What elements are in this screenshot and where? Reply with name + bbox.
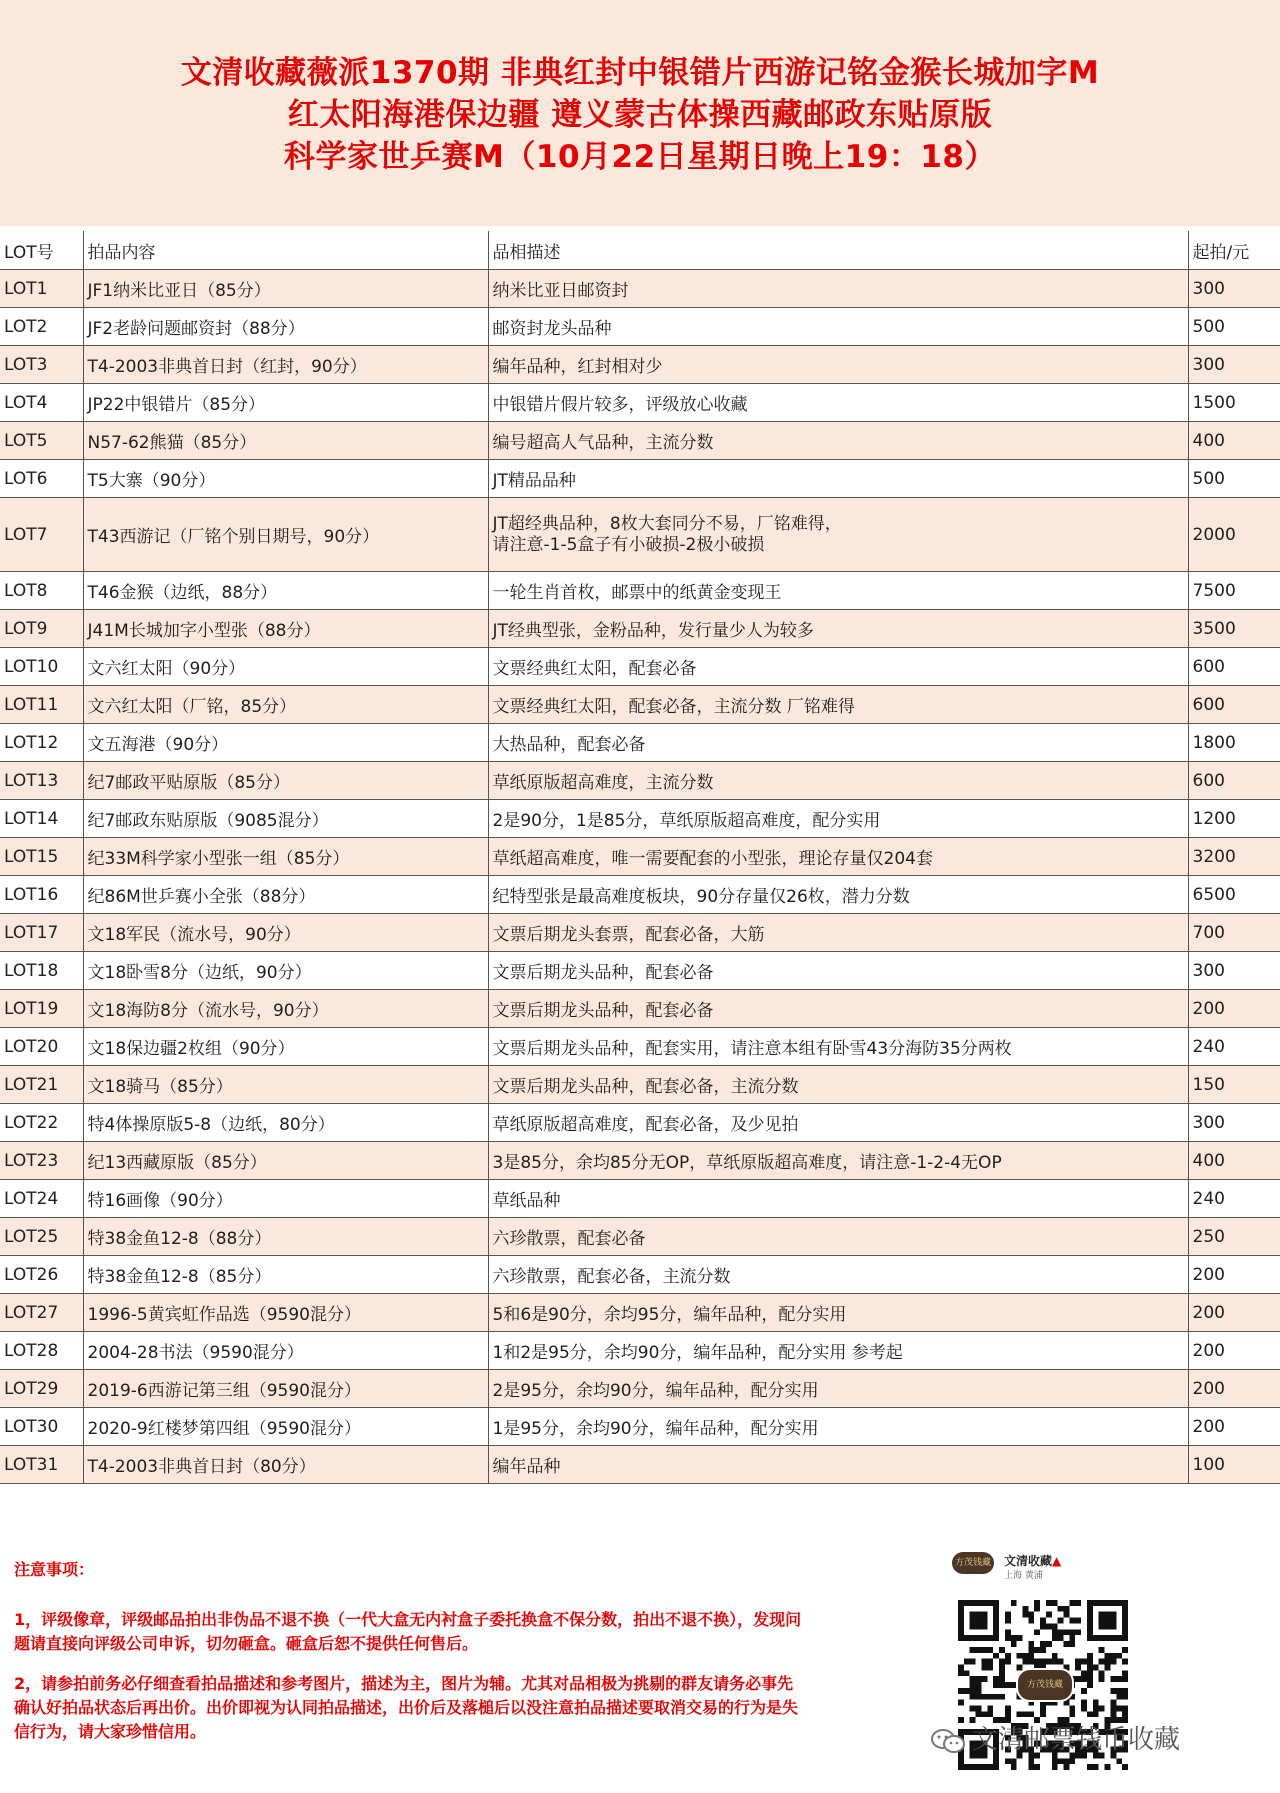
- notes-section: [14, 1558, 804, 1760]
- start-price-cell: 300: [1188, 270, 1280, 308]
- start-price-cell: 3200: [1188, 838, 1280, 876]
- notes-title: 注意事项：: [14, 1560, 95, 1579]
- lot-cell: LOT12: [0, 724, 83, 762]
- lot-cell: LOT30: [0, 1408, 83, 1446]
- table-row: [0, 1294, 1280, 1332]
- start-price-cell: 700: [1188, 914, 1280, 952]
- description-cell: 编号超高人气品种，主流分数: [488, 422, 1188, 460]
- page-header: [0, 0, 1280, 226]
- start-price-cell: 200: [1188, 1256, 1280, 1294]
- header-start-price: 起拍/元: [1188, 231, 1280, 270]
- description-cell: 文票经典红太阳，配套必备: [488, 648, 1188, 686]
- start-price-cell: 3500: [1188, 610, 1280, 648]
- start-price-cell: 1800: [1188, 724, 1280, 762]
- start-price-cell: 200: [1188, 990, 1280, 1028]
- item-cell: 特4体操原版5-8（边纸，80分）: [83, 1104, 488, 1142]
- description-line: JT超经典品种，8枚大套同分不易，厂铭难得，: [492, 513, 842, 534]
- header-item: 拍品内容: [83, 231, 488, 270]
- table-row: [0, 384, 1280, 422]
- table-row: [0, 1066, 1280, 1104]
- note-1: 1，评级像章，评级邮品拍出非伪品不退不换（一代大盒无内衬盒子委托换盒不保分数，拍出不退不换），发现问题请直接向评级公司申诉，切勿砸盒。砸盒后恕不提供任何售后。: [14, 1610, 802, 1653]
- description-cell: 5和6是90分，余均95分，编年品种，配分实用: [488, 1294, 1188, 1332]
- lot-cell: LOT17: [0, 914, 83, 952]
- table-row: [0, 1256, 1280, 1294]
- start-price-cell: 250: [1188, 1218, 1280, 1256]
- account-watermark: [930, 1720, 1270, 1760]
- item-cell: 文五海港（90分）: [83, 724, 488, 762]
- item-cell: 2020-9红楼梦第四组（9590混分）: [83, 1408, 488, 1446]
- item-cell: 文六红太阳（厂铭，85分）: [83, 686, 488, 724]
- description-cell: JT经典型张，金粉品种，发行量少人为较多: [488, 610, 1188, 648]
- table-row: [0, 1370, 1280, 1408]
- start-price-cell: 100: [1188, 1446, 1280, 1484]
- item-cell: 特16画像（90分）: [83, 1180, 488, 1218]
- table-row: [0, 1446, 1280, 1484]
- start-price-cell: 150: [1188, 1066, 1280, 1104]
- description-line: 请注意-1-5盒子有小破损-2极小破损: [492, 534, 765, 555]
- lot-cell: LOT10: [0, 648, 83, 686]
- description-cell: 文票后期龙头品种，配套必备: [488, 952, 1188, 990]
- description-cell: 2是95分，余均90分，编年品种，配分实用: [488, 1370, 1188, 1408]
- lot-cell: LOT28: [0, 1332, 83, 1370]
- lot-cell: LOT14: [0, 800, 83, 838]
- lot-cell: LOT27: [0, 1294, 83, 1332]
- brand-name: 文清收藏▲: [1004, 1554, 1062, 1568]
- start-price-cell: 300: [1188, 1104, 1280, 1142]
- lot-cell: LOT18: [0, 952, 83, 990]
- start-price-cell: 2000: [1188, 498, 1280, 572]
- description-cell: 六珍散票，配套必备，主流分数: [488, 1256, 1188, 1294]
- item-cell: 文18保边疆2枚组（90分）: [83, 1028, 488, 1066]
- lot-cell: LOT9: [0, 610, 83, 648]
- lot-cell: LOT15: [0, 838, 83, 876]
- start-price-cell: 240: [1188, 1180, 1280, 1218]
- item-cell: 特38金鱼12-8（88分）: [83, 1218, 488, 1256]
- lot-cell: LOT21: [0, 1066, 83, 1104]
- note-2: 2，请参拍前务必仔细查看拍品描述和参考图片，描述为主，图片为辅。尤其对品相极为挑剔的群友请务必事先确认好拍品状态后再出价。出价即视为认同拍品描述，出价后及落槌后以没注意拍品描述要取消交易的行为是失信行为，请大家珍惜信用。: [14, 1674, 799, 1741]
- brand-location: 上海 黄浦: [1004, 1571, 1043, 1581]
- table-row: [0, 422, 1280, 460]
- lot-cell: LOT24: [0, 1180, 83, 1218]
- item-cell: 文18军民（流水号，90分）: [83, 914, 488, 952]
- lot-cell: LOT20: [0, 1028, 83, 1066]
- item-cell: 2019-6西游记第三组（9590混分）: [83, 1370, 488, 1408]
- description-cell: 文票后期龙头品种，配套必备: [488, 990, 1188, 1028]
- watermark-text: 文清邮票钱币收藏: [972, 1725, 1181, 1755]
- lot-cell: LOT3: [0, 346, 83, 384]
- item-cell: T4-2003非典首日封（红封，90分）: [83, 346, 488, 384]
- item-cell: JF1纳米比亚日（85分）: [83, 270, 488, 308]
- description-cell: 草纸原版超高难度，主流分数: [488, 762, 1188, 800]
- description-cell: 一轮生肖首枚，邮票中的纸黄金变现王: [488, 572, 1188, 610]
- description-cell: 编年品种: [488, 1446, 1188, 1484]
- start-price-cell: 6500: [1188, 876, 1280, 914]
- description-cell: 草纸品种: [488, 1180, 1188, 1218]
- item-cell: T5大寨（90分）: [83, 460, 488, 498]
- lot-cell: LOT26: [0, 1256, 83, 1294]
- description-cell: 1是95分，余均90分，编年品种，配分实用: [488, 1408, 1188, 1446]
- start-price-cell: 200: [1188, 1370, 1280, 1408]
- lot-cell: LOT2: [0, 308, 83, 346]
- start-price-cell: 500: [1188, 308, 1280, 346]
- start-price-cell: 300: [1188, 952, 1280, 990]
- lot-cell: LOT16: [0, 876, 83, 914]
- lot-table: [0, 231, 1280, 1484]
- item-cell: J41M长城加字小型张（88分）: [83, 610, 488, 648]
- table-row: [0, 914, 1280, 952]
- start-price-cell: 500: [1188, 460, 1280, 498]
- description-cell: 草纸超高难度，唯一需要配套的小型张，理论存量仅204套: [488, 838, 1188, 876]
- start-price-cell: 200: [1188, 1332, 1280, 1370]
- wechat-icon: [930, 1728, 966, 1754]
- item-cell: 纪33M科学家小型张一组（85分）: [83, 838, 488, 876]
- item-cell: 1996-5黄宾虹作品选（9590混分）: [83, 1294, 488, 1332]
- description-cell: 六珍散票，配套必备: [488, 1218, 1188, 1256]
- lot-cell: LOT8: [0, 572, 83, 610]
- item-cell: 纪13西藏原版（85分）: [83, 1142, 488, 1180]
- lot-cell: LOT13: [0, 762, 83, 800]
- table-row: [0, 1104, 1280, 1142]
- table-row: [0, 308, 1280, 346]
- description-cell: 文票后期龙头品种，配套必备，主流分数: [488, 1066, 1188, 1104]
- description-cell: [488, 498, 1188, 572]
- lot-cell: LOT5: [0, 422, 83, 460]
- item-cell: JF2老龄问题邮资封（88分）: [83, 308, 488, 346]
- lot-cell: LOT19: [0, 990, 83, 1028]
- item-cell: 文18卧雪8分（边纸，90分）: [83, 952, 488, 990]
- lot-cell: LOT11: [0, 686, 83, 724]
- lot-cell: LOT6: [0, 460, 83, 498]
- start-price-cell: 200: [1188, 1408, 1280, 1446]
- item-cell: JP22中银错片（85分）: [83, 384, 488, 422]
- table-row: [0, 460, 1280, 498]
- table-row: [0, 270, 1280, 308]
- table-row: [0, 724, 1280, 762]
- item-cell: 文18海防8分（流水号，90分）: [83, 990, 488, 1028]
- lot-cell: LOT4: [0, 384, 83, 422]
- description-cell: 中银错片假片较多，评级放心收藏: [488, 384, 1188, 422]
- item-cell: 纪86M世乒赛小全张（88分）: [83, 876, 488, 914]
- table-row: [0, 800, 1280, 838]
- description-cell: 邮资封龙头品种: [488, 308, 1188, 346]
- start-price-cell: 400: [1188, 1142, 1280, 1180]
- table-row: [0, 762, 1280, 800]
- item-cell: 纪7邮政平贴原版（85分）: [83, 762, 488, 800]
- start-price-cell: 600: [1188, 686, 1280, 724]
- qr-center-logo: 方茂钱藏: [1016, 1668, 1074, 1702]
- lot-cell: LOT7: [0, 498, 83, 572]
- title-line-3: 科学家世乒赛M（10月22日星期日晚上19：18）: [284, 139, 996, 175]
- description-cell: 编年品种，红封相对少: [488, 346, 1188, 384]
- table-row: [0, 952, 1280, 990]
- item-cell: T43西游记（厂铭个别日期号，90分）: [83, 498, 488, 572]
- description-cell: 文票后期龙头套票，配套必备，大筋: [488, 914, 1188, 952]
- table-row: [0, 572, 1280, 610]
- start-price-cell: 300: [1188, 346, 1280, 384]
- lot-cell: LOT25: [0, 1218, 83, 1256]
- table-row: [0, 1028, 1280, 1066]
- lot-cell: LOT22: [0, 1104, 83, 1142]
- description-cell: 纪特型张是最高难度板块，90分存量仅26枚，潜力分数: [488, 876, 1188, 914]
- brand-logo: 方茂钱藏: [952, 1552, 994, 1574]
- description-cell: 1和2是95分，余均90分，编年品种，配分实用 参考起: [488, 1332, 1188, 1370]
- description-cell: 大热品种，配套必备: [488, 724, 1188, 762]
- item-cell: 文六红太阳（90分）: [83, 648, 488, 686]
- item-cell: N57-62熊猫（85分）: [83, 422, 488, 460]
- table-row: [0, 686, 1280, 724]
- table-row: [0, 610, 1280, 648]
- item-cell: 特38金鱼12-8（85分）: [83, 1256, 488, 1294]
- start-price-cell: 600: [1188, 762, 1280, 800]
- description-cell: 文票经典红太阳，配套必备，主流分数 厂铭难得: [488, 686, 1188, 724]
- header-description: 品相描述: [488, 231, 1188, 270]
- description-cell: JT精品品种: [488, 460, 1188, 498]
- title-line-1: 文清收藏薇派1370期 非典红封中银错片西游记铭金猴长城加字M: [180, 55, 1100, 91]
- description-cell: 纳米比亚日邮资封: [488, 270, 1188, 308]
- table-row: [0, 346, 1280, 384]
- item-cell: 纪7邮政东贴原版（9085混分）: [83, 800, 488, 838]
- header-lot: LOT号: [0, 231, 83, 270]
- lot-cell: LOT29: [0, 1370, 83, 1408]
- lot-cell: LOT23: [0, 1142, 83, 1180]
- table-row: [0, 1408, 1280, 1446]
- start-price-cell: 1500: [1188, 384, 1280, 422]
- item-cell: T4-2003非典首日封（80分）: [83, 1446, 488, 1484]
- table-row: [0, 990, 1280, 1028]
- start-price-cell: 400: [1188, 422, 1280, 460]
- description-cell: 2是90分，1是85分，草纸原版超高难度，配分实用: [488, 800, 1188, 838]
- item-cell: 文18骑马（85分）: [83, 1066, 488, 1104]
- lot-cell: LOT31: [0, 1446, 83, 1484]
- description-cell: 草纸原版超高难度，配套必备，及少见拍: [488, 1104, 1188, 1142]
- table-row: [0, 1180, 1280, 1218]
- table-row: [0, 1332, 1280, 1370]
- table-header-row: [0, 231, 1280, 270]
- table-row: [0, 648, 1280, 686]
- table-row: [0, 838, 1280, 876]
- description-cell: 3是85分，余均85分无OP，草纸原版超高难度，请注意-1-2-4无OP: [488, 1142, 1188, 1180]
- lot-cell: LOT1: [0, 270, 83, 308]
- start-price-cell: 600: [1188, 648, 1280, 686]
- item-cell: T46金猴（边纸，88分）: [83, 572, 488, 610]
- start-price-cell: 240: [1188, 1028, 1280, 1066]
- start-price-cell: 1200: [1188, 800, 1280, 838]
- table-row: [0, 498, 1280, 572]
- title-line-2: 红太阳海港保边疆 遵义蒙古体操西藏邮政东贴原版: [287, 97, 993, 133]
- table-row: [0, 1142, 1280, 1180]
- table-row: [0, 1218, 1280, 1256]
- start-price-cell: 200: [1188, 1294, 1280, 1332]
- brand-name-text: 文清收藏: [1004, 1554, 1053, 1568]
- item-cell: 2004-28书法（9590混分）: [83, 1332, 488, 1370]
- start-price-cell: 7500: [1188, 572, 1280, 610]
- description-cell: 文票后期龙头品种，配套实用，请注意本组有卧雪43分海防35分两枚: [488, 1028, 1188, 1066]
- table-row: [0, 876, 1280, 914]
